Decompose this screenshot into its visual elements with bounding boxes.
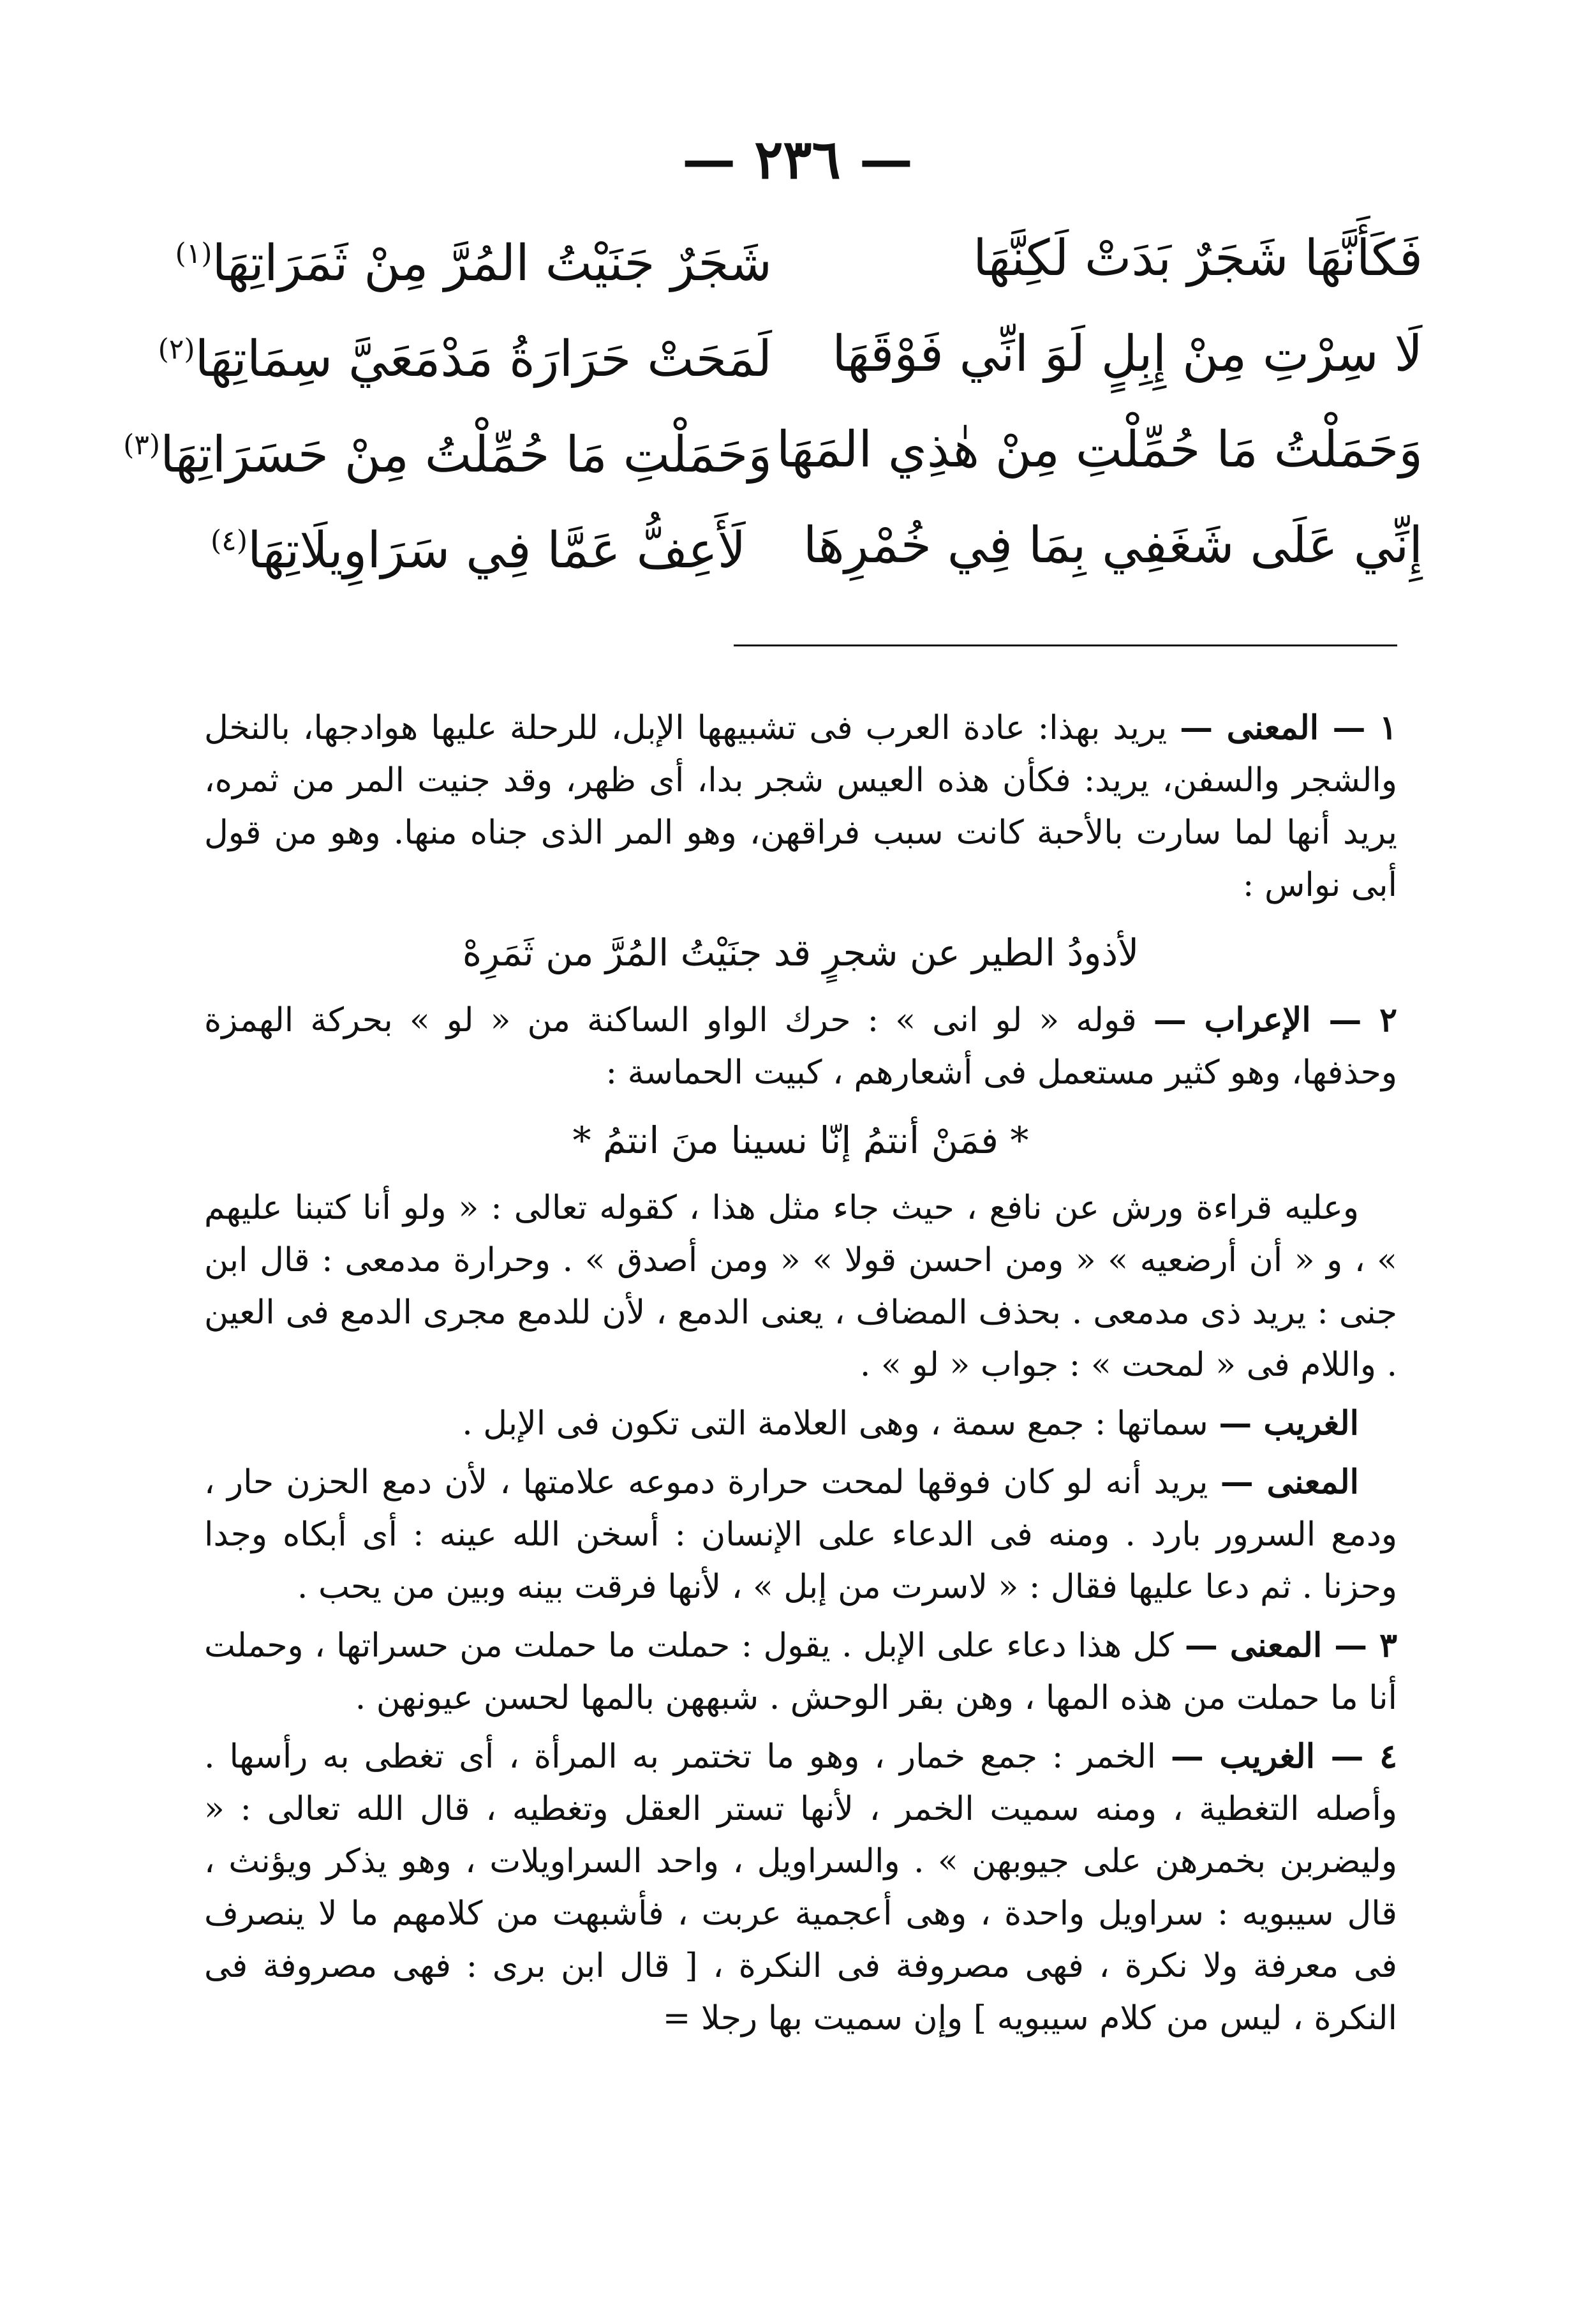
verse (211, 498, 1423, 593)
note-heading: ١ — المعنى — (1180, 708, 1397, 747)
footnote-marker: (٢) (158, 332, 195, 366)
verse-first-hemistich: وَحَمَلْتُ مَا حُمِّلْتِ مِنْ هٰذِي المَهَا (776, 421, 1423, 479)
footnote-marker: (٣) (123, 428, 161, 461)
note-text: قوله « لو انى » : حرك الواو الساكنة من « لو » بحركة الهمزة وحذفها، وهو كثير مستعمل فى أشعارهم ، كبيت الحماسة : (204, 1001, 1397, 1092)
verse-second-hemistich: لَمَحَتْ حَرَارَةُ مَدْمَعَيَّ سِمَاتِهَا$^{(٢)}$ (158, 330, 772, 388)
note-heading: الغريب — (1219, 1404, 1359, 1443)
poem-verses (123, 211, 1423, 593)
note-2-continuation: وعليه قراءة ورش عن نافع ، حيث جاء مثل هذا ، كقوله تعالى : « ولو أنا كتبنا عليهم » ، و « أن أرضعيه » « ومن احسن قولا » « ومن أصدق » . وحرارة مدمعى : قال ابن جنى : يريد ذى مدمعى . بحذف المضاف ، يعنى الدمع ، لأن للدمع مجرى الدمع فى العين . واللام فى « لمحت » : جواب « لو » . (204, 1189, 1398, 1384)
note-heading: المعنى — (1220, 1463, 1360, 1501)
page-number: — ٢٣٦ — (682, 128, 913, 191)
note-heading: ٣ — المعنى — (1184, 1626, 1397, 1665)
note-1 (204, 702, 1397, 911)
verse (158, 306, 1423, 402)
verse-first-hemistich: إِنِّي عَلَى شَغَفِي بِمَا فِي خُمْرِهَا (803, 517, 1423, 574)
quoted-verse: لأذودُ الطير عن شجرٍ قد جنَيْتُ المُرَّ من ثَمَرِهْ (462, 931, 1139, 974)
note-text: يريد أنه لو كان فوقها لمحت حرارة دموعه علامتها ، لأن دمع الحزن حار ، ودمع السرور بارد . ومنه فى الدعاء على الإنسان : أسخن الله عينه : أى أبكاه وجدا وحزنا . ثم دعا عليها فقال : « لاسرت من إبل » ، لأنها فرقت بينه وبين من يحب . (204, 1463, 1397, 1606)
note-2-gharib (204, 1397, 1397, 1450)
note-heading: ٢ — الإعراب — (1153, 1001, 1397, 1039)
verse-first-hemistich: فَكَأَنَّهَا شَجَرٌ بَدَتْ لَكِنَّهَا (973, 230, 1423, 287)
note-heading: ٤ — الغريب — (1170, 1737, 1397, 1776)
footnote-divider (734, 644, 1397, 646)
quoted-verse: * فمَنْ أنتمُ إنّا نسينا منَ انتمُ * (572, 1119, 1029, 1162)
note-text: سماتها : جمع سمة ، وهى العلامة التى تكون فى الإبل . (462, 1404, 1219, 1443)
verse-second-hemistich: وَحَمَلْتِ مَا حُمِّلْتُ مِنْ حَسَرَاتِهَا$^{(٣)}$ (123, 426, 772, 484)
note-text: يريد بهذا: عادة العرب فى تشبيهها الإبل، للرحلة عليها هوادجها، بالنخل والشجر والسفن، يريد: فكأن هذه العيس شجر بدا، أى ظهر، وقد جنيت المر من ثمره، يريد أنها لما سارت بالأحبة كانت سبب فراقهن، وهو المر الذى جناه منها. وهو من قول أبى نواس : (204, 709, 1397, 904)
verse-second-hemistich: شَجَرٌ جَنَيْتُ المُرَّ مِنْ ثَمَرَاتِهَا$^{(١)}$ (175, 234, 772, 292)
verse (123, 402, 1423, 498)
verse (175, 211, 1423, 306)
note-2-meaning (204, 1456, 1397, 1613)
note-text: الخمر : جمع خمار ، وهو ما تختمر به المرأة ، أى تغطى به رأسها . وأصله التغطية ، ومنه سميت الخمر ، لأنها تستر العقل وتغطيه ، قال الله تعالى : « وليضربن بخمرهن على جيوبهن » . والسراويل ، واحد السراويلات ، وهو يذكر ويؤنث ، قال سيبويه : سراويل واحدة ، وهى أعجمية عربت ، فأشبهت من كلامهم ما لا ينصرف فى معرفة ولا نكرة ، فهى مصروفة فى النكرة ، [ قال ابن برى : فهى مصروفة فى النكرة ، ليس من كلام سيبويه ] وإن سميت بها رجلا = (204, 1738, 1397, 2037)
note-4 (204, 1731, 1397, 2045)
footnote-marker: (١) (175, 237, 212, 270)
note-3 (204, 1620, 1397, 1724)
verse-second-hemistich: لَأَعِفُّ عَمَّا فِي سَرَاوِيلَاتِهَا$^{(٤)}$ (211, 521, 746, 579)
verse-first-hemistich: لَا سِرْتِ مِنْ إِبِلٍ لَوَ انِّي فَوْقَهَا (832, 325, 1423, 383)
footnote-marker: (٤) (211, 524, 248, 557)
note-text: كل هذا دعاء على الإبل . يقول : حملت ما حملت من حسراتها ، وحملت أنا ما حملت من هذه المها ، وهن بقر الوحش . شبههن بالمها لحسن عيونهن . (204, 1627, 1397, 1717)
commentary-notes (204, 702, 1397, 2051)
note-2 (204, 994, 1397, 1099)
